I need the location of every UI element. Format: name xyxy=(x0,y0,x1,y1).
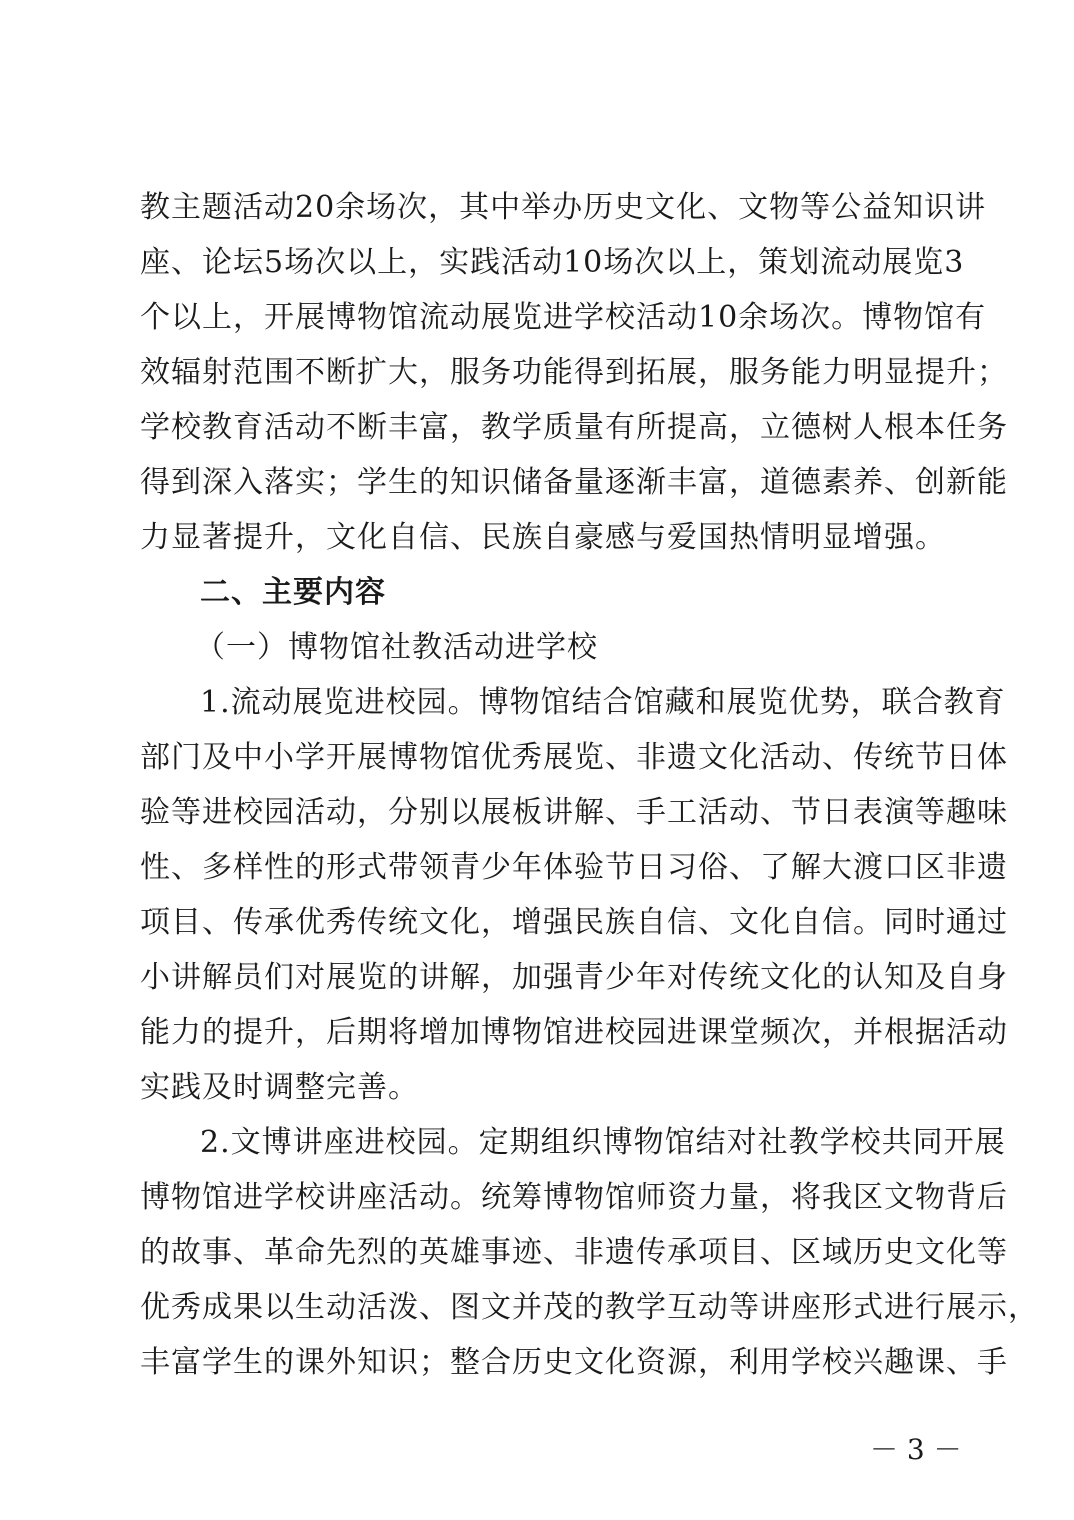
intro-line-5: 学校教育活动不断丰富，教学质量有所提高，立德树人根本任务 xyxy=(140,410,1008,445)
p1-line-4: 性、多样性的形式带领青少年体验节日习俗、了解大渡口区非遗 xyxy=(140,850,1008,885)
p1-line-1: 1.流动展览进校园。博物馆结合馆藏和展览优势，联合教育 xyxy=(200,685,1006,720)
intro-line-1: 教主题活动20余场次，其中举办历史文化、文物等公益知识讲 xyxy=(140,190,987,225)
intro-line-6: 得到深入落实；学生的知识储备量逐渐丰富，道德素养、创新能 xyxy=(140,465,1008,500)
subsection-heading: （一）博物馆社教活动进学校 xyxy=(195,630,598,665)
p2-line-4: 优秀成果以生动活泼、图文并茂的教学互动等讲座形式进行展示， xyxy=(140,1290,1039,1325)
section-heading: 二、主要内容 xyxy=(200,575,386,610)
p1-line-6: 小讲解员们对展览的讲解，加强青少年对传统文化的认知及自身 xyxy=(140,960,1008,995)
p2-line-2: 博物馆进学校讲座活动。统筹博物馆师资力量，将我区文物背后 xyxy=(140,1180,1008,1215)
intro-line-4: 效辐射范围不断扩大，服务功能得到拓展，服务能力明显提升； xyxy=(140,355,1008,390)
page-number: － 3 － xyxy=(870,1433,962,1466)
p2-line-3: 的故事、革命先烈的英雄事迹、非遗传承项目、区域历史文化等 xyxy=(140,1235,1008,1270)
intro-line-7: 力显著提升，文化自信、民族自豪感与爱国热情明显增强。 xyxy=(140,520,946,555)
document-page xyxy=(140,0,1039,1520)
p1-line-3: 验等进校园活动，分别以展板讲解、手工活动、节日表演等趣味 xyxy=(140,795,1008,830)
p2-line-1: 2.文博讲座进校园。定期组织博物馆结对社教学校共同开展 xyxy=(200,1125,1006,1160)
p1-line-7: 能力的提升，后期将增加博物馆进校园进课堂频次，并根据活动 xyxy=(140,1015,1008,1050)
intro-line-2: 座、论坛5场次以上，实践活动10场次以上，策划流动展览3 xyxy=(140,245,965,280)
intro-line-3: 个以上，开展博物馆流动展览进学校活动10余场次。博物馆有 xyxy=(140,300,987,335)
p2-line-5: 丰富学生的课外知识；整合历史文化资源，利用学校兴趣课、手 xyxy=(140,1345,1008,1380)
p1-line-2: 部门及中小学开展博物馆优秀展览、非遗文化活动、传统节日体 xyxy=(140,740,1008,775)
p1-line-8: 实践及时调整完善。 xyxy=(140,1070,419,1105)
p1-line-5: 项目、传承优秀传统文化，增强民族自信、文化自信。同时通过 xyxy=(140,905,1008,940)
